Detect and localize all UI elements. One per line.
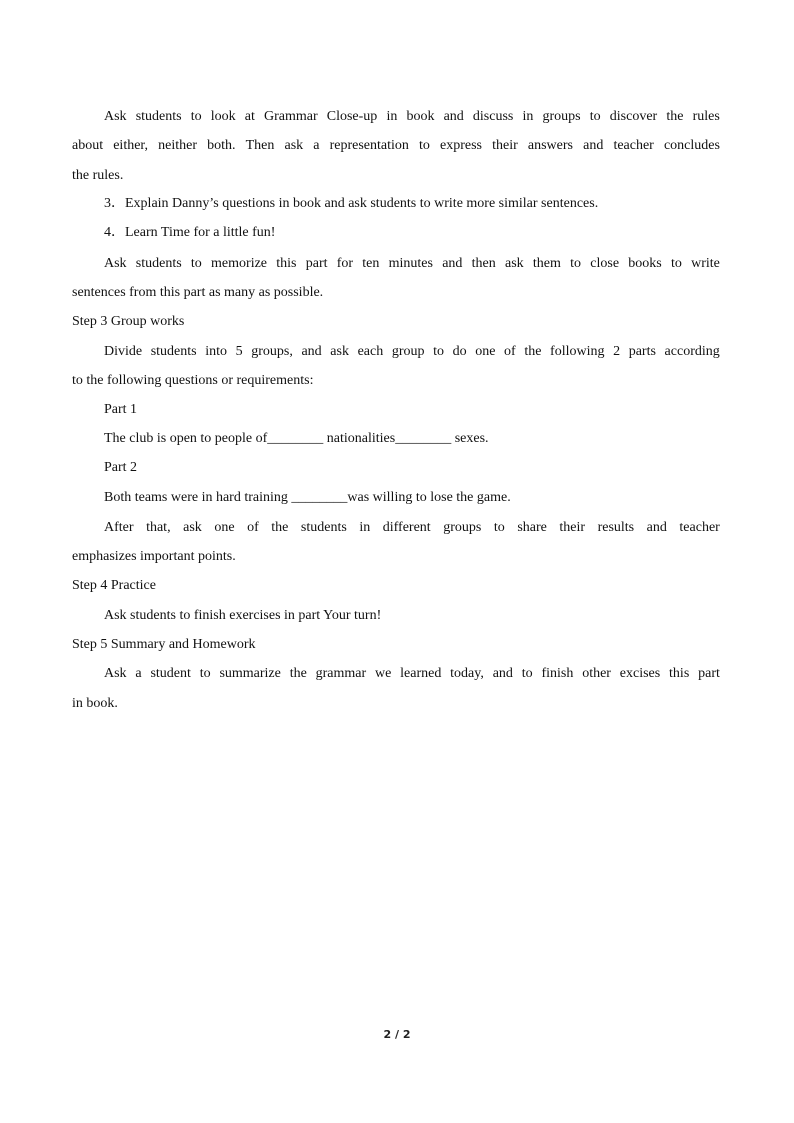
- word: groups: [542, 109, 581, 124]
- text-line: in book.: [72, 696, 118, 711]
- word: we: [374, 666, 392, 681]
- word: part: [305, 256, 328, 271]
- word: in: [522, 109, 534, 124]
- word: Ask: [104, 666, 127, 681]
- word: express: [440, 138, 483, 153]
- text-line: [104, 343, 720, 361]
- word: close: [590, 256, 620, 271]
- list-item: 4．Learn Time for a little fun!: [104, 225, 276, 240]
- word: to: [589, 109, 601, 124]
- word: discover: [609, 109, 658, 124]
- word: the: [666, 109, 684, 124]
- word: representation: [329, 138, 409, 153]
- word: a: [135, 666, 142, 681]
- text-line: the rules.: [72, 168, 124, 183]
- text-line: Ask students to finish exercises in part Your turn!: [104, 608, 382, 623]
- word: of: [247, 520, 259, 535]
- word: then: [471, 256, 496, 271]
- word: students: [135, 109, 182, 124]
- word: for: [336, 256, 354, 271]
- word: in: [386, 109, 398, 124]
- word: each: [357, 344, 384, 359]
- word: to: [419, 138, 430, 153]
- word: Ask: [104, 109, 127, 124]
- text-line: [104, 108, 720, 126]
- text-line: to the following questions or requirements:: [72, 373, 314, 388]
- word: student: [150, 666, 191, 681]
- text-line: [104, 255, 720, 273]
- text-line: [104, 519, 720, 537]
- word: this: [276, 256, 297, 271]
- word: the: [524, 344, 542, 359]
- word: and: [443, 109, 464, 124]
- word: 5: [235, 344, 243, 359]
- word: Ask: [104, 256, 127, 271]
- word: discuss: [472, 109, 514, 124]
- word: both.: [207, 138, 236, 153]
- section-heading: Step 5 Summary and Homework: [72, 637, 256, 652]
- word: their: [492, 138, 518, 153]
- word: students: [135, 256, 182, 271]
- word: and: [646, 520, 667, 535]
- word: to: [199, 666, 211, 681]
- word: Divide: [104, 344, 143, 359]
- word: 2: [613, 344, 621, 359]
- word: teacher: [679, 520, 720, 535]
- word: that,: [146, 520, 171, 535]
- word: following: [550, 344, 605, 359]
- word: ask: [284, 138, 304, 153]
- word: part: [698, 666, 720, 681]
- word: ask: [330, 344, 349, 359]
- word: other: [582, 666, 611, 681]
- word: to: [493, 520, 505, 535]
- word: parts: [628, 344, 656, 359]
- word: share: [517, 520, 547, 535]
- list-item: 3．Explain Danny’s questions in book and ask students to write more similar sentences.: [104, 196, 599, 211]
- word: the: [289, 666, 307, 681]
- section-heading: Step 3 Group works: [72, 314, 185, 329]
- word: Close-up: [326, 109, 378, 124]
- word: summarize: [219, 666, 281, 681]
- word: different: [382, 520, 431, 535]
- text-line: emphasizes important points.: [72, 549, 236, 564]
- word: Grammar: [263, 109, 318, 124]
- word: them: [532, 256, 561, 271]
- word: either,: [113, 138, 149, 153]
- page-number: 2 / 2: [383, 1028, 411, 1041]
- word: ask: [183, 520, 202, 535]
- word: ten: [362, 256, 380, 271]
- word: to: [521, 666, 533, 681]
- word: the: [271, 520, 289, 535]
- word: do: [452, 344, 467, 359]
- word: finish: [541, 666, 574, 681]
- word: minutes: [388, 256, 433, 271]
- word: in: [359, 520, 371, 535]
- word: neither: [158, 138, 198, 153]
- word: books: [628, 256, 662, 271]
- word: groups,: [251, 344, 293, 359]
- word: today,: [450, 666, 484, 681]
- word: excises: [619, 666, 661, 681]
- word: one: [214, 520, 235, 535]
- part-label: Part 2: [104, 460, 138, 475]
- text-line: sentences from this part as many as possible.: [72, 285, 324, 300]
- word: students: [300, 520, 347, 535]
- exercise-sentence: The club is open to people of________ nationalities________ sexes.: [104, 431, 489, 446]
- word: and: [442, 256, 463, 271]
- section-heading: Step 4 Practice: [72, 578, 156, 593]
- word: to: [190, 256, 202, 271]
- word: to: [190, 109, 202, 124]
- word: look: [210, 109, 236, 124]
- word: teacher: [613, 138, 654, 153]
- exercise-sentence: Both teams were in hard training ________was willing to lose the game.: [104, 490, 511, 505]
- word: rules: [692, 109, 720, 124]
- word: to: [570, 256, 582, 271]
- word: groups: [443, 520, 482, 535]
- word: After: [104, 520, 134, 535]
- word: according: [664, 344, 720, 359]
- word: answers: [527, 138, 573, 153]
- word: about: [72, 138, 104, 153]
- part-label: Part 1: [104, 402, 138, 417]
- word: grammar: [315, 666, 367, 681]
- word: and: [583, 138, 604, 153]
- word: at: [244, 109, 255, 124]
- word: memorize: [211, 256, 268, 271]
- word: one: [475, 344, 496, 359]
- word: and: [492, 666, 513, 681]
- word: to: [670, 256, 682, 271]
- word: their: [559, 520, 586, 535]
- word: group: [391, 344, 425, 359]
- word: learned: [400, 666, 442, 681]
- word: of: [504, 344, 516, 359]
- word: to: [433, 344, 444, 359]
- text-line: [104, 665, 720, 683]
- word: write: [691, 256, 720, 271]
- word: Then: [245, 138, 275, 153]
- word: students: [150, 344, 197, 359]
- word: and: [301, 344, 322, 359]
- word: ask: [505, 256, 524, 271]
- word: results: [597, 520, 635, 535]
- text-line: [72, 137, 720, 155]
- word: book: [406, 109, 435, 124]
- word: a: [313, 138, 320, 153]
- word: into: [205, 344, 227, 359]
- word: this: [669, 666, 690, 681]
- word: concludes: [663, 138, 720, 153]
